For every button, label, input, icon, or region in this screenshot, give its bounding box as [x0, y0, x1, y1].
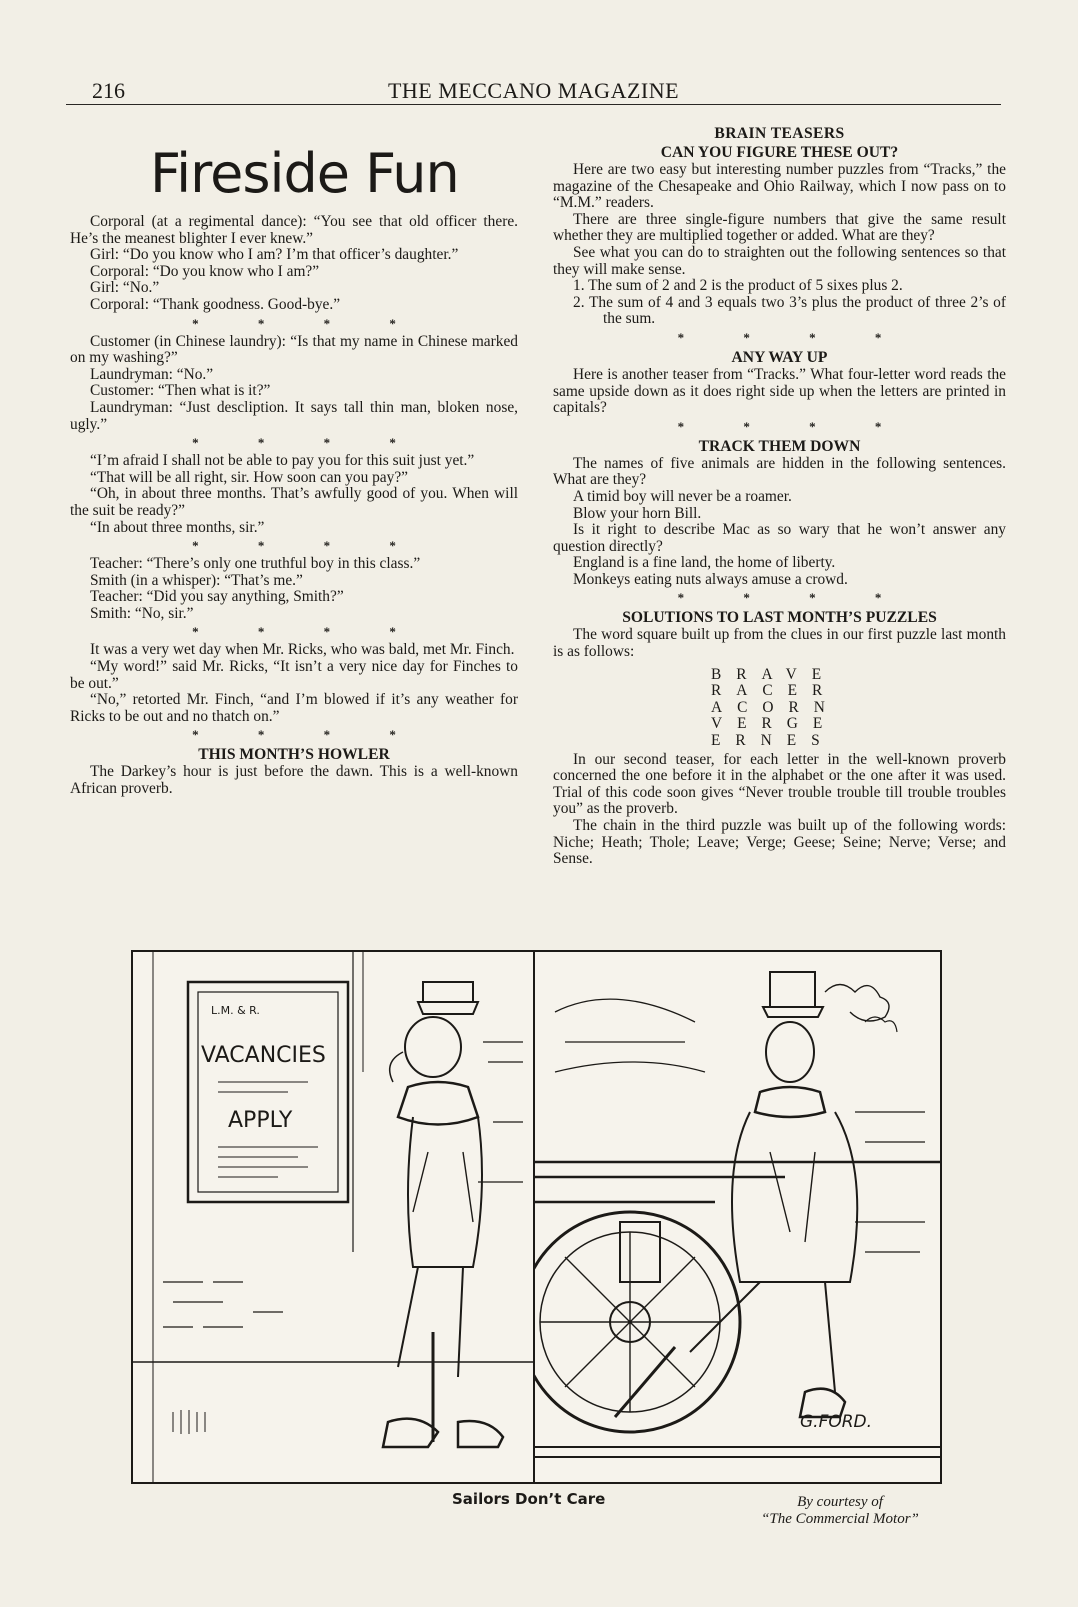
page-number: 216 — [92, 78, 125, 103]
word-square-row: VERGE — [711, 715, 838, 733]
puzzle3-line: Is it right to describe Mac as so wary that he won’t answer any question directly? — [553, 521, 1006, 555]
cartoon-illustration — [131, 950, 942, 1484]
separator-stars: * * * * — [192, 624, 424, 640]
puzzle3-line: A timid boy will never be a roamer. — [573, 487, 792, 505]
joke3-line: “Oh, in about three months. That’s awfully good of you. When will the suit be ready?” — [70, 485, 518, 519]
joke4-line: Smith (in a whisper): “That’s me.” — [90, 571, 303, 589]
joke2-line: Customer: “Then what is it?” — [90, 382, 271, 400]
word-square-row: ERNES — [711, 732, 835, 750]
puzzle1-paragraph: Here are two easy but interesting number puzzles from “Tracks,” the magazine of the Chesapeake and Ohio Railway, which I now pass on to “M.M.” readers. — [553, 161, 1006, 212]
separator-stars: * * * * — [677, 329, 910, 345]
cartoon-panel-right — [535, 952, 940, 1482]
credit-source: “The Commercial Motor” — [761, 1511, 919, 1527]
left-column — [70, 140, 518, 798]
separator-stars: * * * * — [677, 418, 910, 434]
joke5-line: “No,” retorted Mr. Finch, “and I’m blowed if it’s any weather for Ricks to be out and no thatch on.” — [70, 691, 518, 725]
joke1-line: Girl: “Do you know who I am? I’m that officer’s daughter.” — [90, 246, 459, 264]
word-square-row: BRAVE — [711, 665, 837, 683]
cartoon-credit — [740, 1494, 940, 1528]
joke4-line: Smith: “No, sir.” — [90, 604, 194, 622]
howler-text: The Darkey’s hour is just before the dawn. This is a well-known African proverb. — [70, 763, 518, 798]
joke3-line: “That will be all right, sir. How soon can you pay?” — [90, 468, 408, 486]
magazine-title: THE MECCANO MAGAZINE — [387, 78, 680, 103]
credit-line: By courtesy of — [797, 1494, 883, 1510]
joke1-line: Corporal (at a regimental dance): “You see that old officer there. He’s the meanest blighter I ever knew.” — [70, 213, 518, 247]
artist-signature: G.FORD. — [800, 1412, 873, 1432]
puzzle1-item: 1. The sum of 2 and 2 is the product of 5 sixes plus 2. — [573, 277, 903, 295]
puzzle3-line: Monkeys eating nuts always amuse a crowd. — [573, 570, 848, 588]
left-panel-drawing — [133, 952, 533, 1482]
word-square-row: RACER — [711, 682, 838, 700]
joke2-line: Customer (in Chinese laundry): “Is that my name in Chinese marked on my washing?” — [70, 332, 518, 367]
joke4-line: Teacher: “Did you say anything, Smith?” — [90, 588, 344, 606]
separator-stars: * * * * — [192, 435, 424, 451]
page-header — [66, 74, 1001, 105]
puzzle2-text: Here is another teaser from “Tracks.” What four-letter word reads the same upside down as it does right side up when the letters are printed in capitals? — [553, 365, 1006, 417]
cartoon-panel-left — [133, 952, 535, 1482]
puzzle3-heading: TRACK THEM DOWN — [698, 437, 861, 455]
joke4-line: Teacher: “There’s only one truthful boy in this class.” — [90, 555, 421, 573]
word-square-row: ACORN — [711, 698, 840, 716]
puzzle3-line: The names of five animals are hidden in the following sentences. What are they? — [553, 454, 1006, 489]
separator-stars: * * * * — [192, 727, 424, 743]
separator-stars: * * * * — [192, 315, 424, 331]
poster-vacancies: VACANCIES — [201, 1043, 326, 1068]
puzzle2-heading: ANY WAY UP — [731, 348, 828, 366]
solutions-heading: SOLUTIONS TO LAST MONTH’S PUZZLES — [622, 609, 937, 627]
puzzle1-paragraph: See what you can do to straighten out the following sentences so that they will make sense. — [553, 243, 1006, 278]
solution3-text: The chain in the third puzzle was built up of the following words: Niche; Heath; Thole; Leave; Verge; Geese; Seine; Nerve; Verse; and Sense. — [553, 817, 1006, 868]
puzzle1-heading: CAN YOU FIGURE THESE OUT? — [660, 144, 899, 161]
brain-teasers-heading: BRAIN TEASERS — [714, 125, 845, 142]
joke3-line: “I’m afraid I shall not be able to pay you for this suit just yet.” — [90, 452, 475, 470]
puzzle1-item: 2. The sum of 4 and 3 equals two 3’s plus the product of three 2’s of the sum. — [573, 293, 1006, 328]
word-square — [711, 667, 1006, 750]
solutions-intro: The word square built up from the clues in our first puzzle last month is as follows: — [553, 626, 1006, 661]
cartoon-caption: Sailors Don’t Care — [452, 1490, 606, 1508]
right-column — [553, 124, 1006, 868]
joke1-line: Corporal: “Do you know who I am?” — [90, 262, 320, 280]
puzzle3-line: Blow your horn Bill. — [573, 504, 702, 522]
puzzle1-paragraph: There are three single-figure numbers that give the same result whether they are multiplied together or added. What are they? — [553, 210, 1006, 245]
separator-stars: * * * * — [192, 538, 424, 554]
joke2-line: Laundryman: “No.” — [90, 365, 214, 383]
separator-stars: * * * * — [677, 590, 910, 606]
poster-company: L.M. & R. — [211, 1004, 260, 1017]
article-title: Fireside Fun — [150, 142, 459, 205]
right-panel-drawing — [535, 952, 940, 1482]
joke2-line: Laundryman: “Just descliption. It says tall thin man, bloken nose, ugly.” — [70, 398, 518, 433]
poster-apply: APPLY — [228, 1108, 293, 1133]
joke5-line: “My word!” said Mr. Ricks, “It isn’t a very nice day for Finches to be out.” — [70, 658, 518, 692]
joke1-line: Girl: “No.” — [90, 279, 160, 297]
solution2-text: In our second teaser, for each letter in the well-known proverb concerned the one before it in the alphabet or the one after it was used. Trial of this code soon gives “Never trouble trouble till trouble troubles you” as the proverb. — [553, 750, 1006, 818]
puzzle3-line: England is a fine land, the home of liberty. — [573, 554, 836, 572]
howler-heading: THIS MONTH’S HOWLER — [198, 746, 390, 764]
joke1-line: Corporal: “Thank goodness. Good-bye.” — [90, 295, 341, 313]
joke3-line: “In about three months, sir.” — [90, 518, 265, 536]
joke5-line: It was a very wet day when Mr. Ricks, who was bald, met Mr. Finch. — [90, 641, 515, 659]
